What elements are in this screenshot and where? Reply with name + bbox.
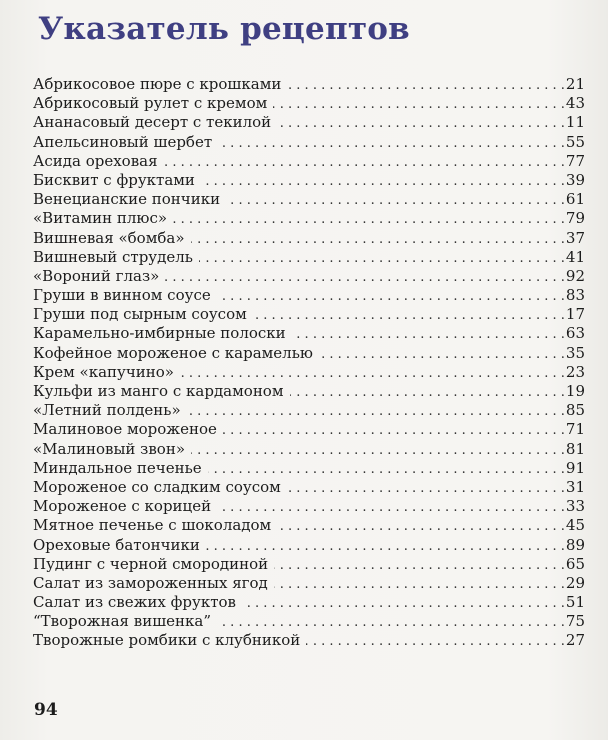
index-entry [33, 305, 585, 324]
recipe-name: Салат из замороженных ягод [33, 573, 268, 592]
dot-leader [201, 172, 565, 191]
index-entry [33, 133, 585, 152]
index-entry [33, 209, 585, 228]
dot-leader [306, 632, 565, 651]
recipe-page-number: 51 [565, 593, 585, 612]
recipe-name: Пудинг с черной смородиной [33, 554, 269, 573]
index-entry [33, 516, 585, 535]
dot-leader [274, 556, 565, 575]
index-entry [33, 363, 585, 382]
recipe-name: Вишневая «бомба» [33, 228, 185, 247]
index-entry [33, 190, 585, 209]
dot-leader [173, 210, 565, 229]
recipe-page-number: 35 [565, 343, 585, 362]
index-entry [33, 152, 585, 171]
index-entry [33, 459, 585, 478]
dot-leader [319, 345, 565, 364]
recipe-name: Абрикосовое пюре с крошками [33, 75, 282, 93]
index-entry [33, 171, 585, 190]
index-entry [33, 344, 585, 363]
recipe-page-number: 91 [565, 458, 585, 477]
recipe-name: «Вороний глаз» [33, 266, 160, 285]
recipe-page-number: 85 [565, 401, 585, 420]
recipe-page-number: 61 [565, 190, 585, 209]
recipe-page-number: 21 [565, 75, 585, 93]
index-entry [33, 113, 585, 132]
recipe-page-number: 33 [565, 497, 585, 516]
recipe-name: «Витамин плюс» [33, 209, 168, 228]
dot-leader [226, 191, 565, 210]
recipe-name: Кофейное мороженое с карамелью [33, 343, 313, 362]
recipe-page-number: 55 [565, 132, 585, 151]
dot-leader [290, 383, 565, 402]
recipe-page-number: 31 [565, 477, 585, 496]
recipe-name: Мятное печенье с шоколадом [33, 516, 272, 535]
recipe-name: «Летний полдень» [33, 401, 181, 420]
dot-leader [274, 575, 565, 594]
index-entry [33, 382, 585, 401]
dot-leader [165, 268, 565, 287]
dot-leader [191, 230, 565, 249]
recipe-name: Вишневый струдель [33, 247, 193, 266]
dot-leader [187, 402, 565, 421]
recipe-page-number: 41 [565, 247, 585, 266]
index-entry [33, 94, 585, 113]
dot-leader [217, 613, 565, 632]
index-entry [33, 286, 585, 305]
recipe-name: Мороженое со сладким соусом [33, 477, 281, 496]
recipe-page-number: 83 [565, 286, 585, 305]
dot-leader [287, 76, 565, 95]
recipe-page-number: 43 [565, 94, 585, 113]
recipe-page-number: 29 [565, 573, 585, 592]
recipe-name: Ананасовый десерт с текилой [33, 113, 272, 132]
recipe-name: Салат из свежих фруктов [33, 593, 236, 612]
recipe-name: Творожные ромбики с клубникой [33, 631, 301, 650]
index-entry [33, 248, 585, 267]
index-entry [33, 612, 585, 631]
recipe-name: Асида ореховая [33, 151, 158, 170]
recipe-page-number: 89 [565, 535, 585, 554]
dot-leader [180, 364, 565, 383]
dot-leader [218, 134, 565, 153]
recipe-name: Абрикосовый рулет с кремом [33, 94, 268, 113]
dot-leader [273, 95, 565, 114]
recipe-page-number: 77 [565, 151, 585, 170]
index-entry [33, 555, 585, 574]
index-entry [33, 229, 585, 248]
recipe-page-number: 65 [565, 554, 585, 573]
index-entry [33, 497, 585, 516]
dot-leader [217, 498, 565, 517]
recipe-page-number: 71 [565, 420, 585, 439]
recipe-name: Бисквит с фруктами [33, 170, 195, 189]
index-entry [33, 593, 585, 612]
recipe-page-number: 63 [565, 324, 585, 343]
recipe-name: Апельсиновый шербет [33, 132, 213, 151]
index-entry [33, 478, 585, 497]
dot-leader [223, 421, 565, 440]
index-entry [33, 267, 585, 286]
dot-leader [199, 249, 565, 268]
recipe-name: Кульфи из манго с кардамоном [33, 382, 284, 400]
recipe-name: Малиновое мороженое [33, 420, 217, 439]
recipe-index-list [33, 75, 585, 651]
dot-leader [277, 114, 565, 133]
recipe-page-number: 75 [565, 612, 585, 631]
recipe-page-number: 11 [565, 113, 585, 132]
index-entry [33, 440, 585, 459]
index-entry [33, 536, 585, 555]
index-entry [33, 401, 585, 420]
recipe-page-number: 81 [565, 439, 585, 458]
recipe-name: Груши в винном соусе [33, 286, 211, 305]
recipe-page-number: 17 [565, 305, 585, 324]
recipe-name: Ореховые батончики [33, 535, 200, 554]
recipe-name: “Творожная вишенка” [33, 612, 212, 631]
recipe-name: Крем «капучино» [33, 362, 174, 381]
recipe-page-number: 92 [565, 266, 585, 285]
recipe-name: Миндальное печенье [33, 458, 202, 477]
dot-leader [191, 441, 565, 460]
index-entry [33, 420, 585, 439]
dot-leader [277, 517, 565, 536]
recipe-page-number: 39 [565, 170, 585, 189]
recipe-name: Карамельно-имбирные полоски [33, 324, 286, 343]
index-entry [33, 75, 585, 94]
dot-leader [287, 479, 565, 498]
dot-leader [292, 325, 565, 344]
page-title: Указатель рецептов [38, 11, 410, 47]
dot-leader [164, 153, 565, 172]
recipe-name: «Малиновый звон» [33, 439, 186, 458]
dot-leader [242, 594, 565, 613]
recipe-name: Груши под сырным соусом [33, 305, 247, 324]
dot-leader [217, 287, 565, 306]
dot-leader [253, 306, 565, 325]
recipe-page-number: 19 [565, 382, 585, 400]
recipe-page-number: 45 [565, 516, 585, 535]
dot-leader [208, 460, 565, 479]
recipe-name: Венецианские пончики [33, 190, 221, 209]
dot-leader [206, 537, 565, 556]
index-entry [33, 324, 585, 343]
recipe-page-number: 27 [565, 631, 585, 650]
index-entry [33, 574, 585, 593]
recipe-name: Мороженое с корицей [33, 497, 212, 516]
recipe-page-number: 37 [565, 228, 585, 247]
recipe-page-number: 79 [565, 209, 585, 228]
recipe-page-number: 23 [565, 362, 585, 381]
index-entry [33, 631, 585, 650]
page-number: 94 [34, 700, 58, 720]
